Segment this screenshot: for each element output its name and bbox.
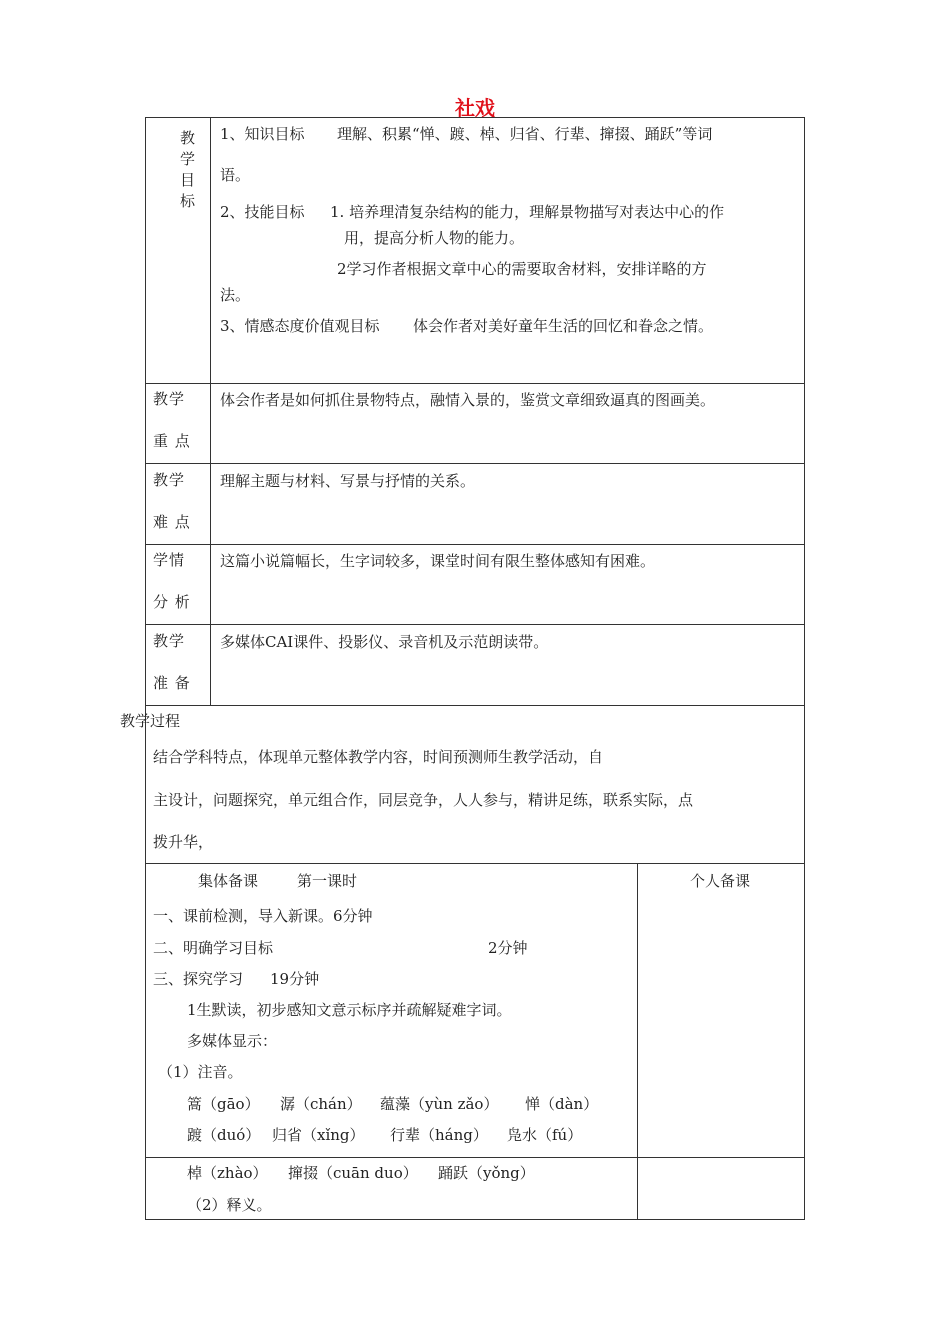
knowledge-text-cont: 语。 [220,166,251,184]
row-divider [145,624,805,625]
skill-text-1: 1. 培养理清复杂结构的能力，理解景物描写对表达中心的作 [330,203,725,221]
pinyin-item: 篙（gāo） [187,1095,260,1113]
emotion-text: 体会作者对美好童年生活的回忆和眷念之情。 [413,317,714,335]
step-2: 二、明确学习目标 [153,939,274,957]
difficulty-text: 理解主题与材料、写景与抒情的关系。 [220,472,476,490]
pinyin-item: 潺（chán） [280,1095,362,1113]
process-text-1: 结合学科特点，体现单元整体教学内容，时间预测师生教学活动，自 [153,748,604,766]
skill-label: 2、技能目标 [220,203,305,221]
sub-step-1: 1生默读，初步感知文意示标序并疏解疑难字词。 [187,1001,512,1019]
row-divider [145,705,805,706]
personal-label: 个人备课 [690,872,751,890]
knowledge-label: 1、知识目标 [220,125,305,143]
difficulty-label: 教学 [153,471,186,489]
pinyin-item: 惮（dàn） [525,1095,599,1113]
row-divider [145,544,805,545]
emotion-label: 3、情感态度价值观目标 [220,317,380,335]
pinyin-item: 行辈（háng） [390,1126,488,1144]
analysis-text: 这篇小说篇幅长，生字词较多，课堂时间有限生整体感知有困难。 [220,552,656,570]
analysis-label-2: 分 析 [153,593,191,611]
row-divider [145,1157,805,1158]
skill-text-2-cont: 法。 [220,286,251,304]
pinyin-item: 蕴藻（yùn zǎo） [380,1095,499,1113]
skill-text-1-cont: 用，提高分析人物的能力。 [344,229,525,247]
preparation-label-2: 准 备 [153,674,191,692]
pinyin-item: 踱（duó） [187,1126,261,1144]
process-text-2: 主设计，问题探究，单元组合作，同层竞争，人人参与，精讲足练，联系实际，点 [153,791,694,809]
row-divider [145,463,805,464]
sub-step-2: 多媒体显示： [187,1032,278,1050]
process-label: 教学过程 [120,712,181,730]
row-divider [145,863,805,864]
step-3-time: 19分钟 [270,970,320,988]
process-text-3: 拨升华， [153,833,214,851]
personal-column-divider [637,863,638,1220]
pinyin-item: 撺掇（cuān duo） [288,1164,418,1182]
focus-label-2: 重 点 [153,432,191,450]
step-3: 三、探究学习 [153,970,244,988]
lesson-plan-table [145,117,805,1220]
label-column-divider [210,117,211,705]
pinyin-item: 棹（zhào） [187,1164,268,1182]
step-2-time: 2分钟 [488,939,528,957]
pinyin-item: 踊跃（yǒng） [438,1164,535,1182]
preparation-text: 多媒体CAI课件、投影仪、录音机及示范朗读带。 [220,633,549,651]
difficulty-label-2: 难 点 [153,513,191,531]
objectives-label: 教学目标 [180,129,197,210]
period-label: 第一课时 [297,872,358,890]
page-title: 社戏 [455,96,495,120]
skill-text-2: 2学习作者根据文章中心的需要取舍材料，安排详略的方 [337,260,707,278]
sub-step-4: （2）释义。 [187,1196,272,1214]
pinyin-item: 凫水（fú） [507,1126,583,1144]
sub-step-3: （1）注音。 [158,1063,243,1081]
collective-label: 集体备课 [198,872,259,890]
knowledge-text: 理解、积累“惮、踱、棹、归省、行辈、撺掇、踊跃”等词 [337,125,713,143]
analysis-label: 学情 [153,551,186,569]
pinyin-item: 归省（xǐng） [272,1126,365,1144]
row-divider [145,383,805,384]
focus-text: 体会作者是如何抓住景物特点，融情入景的，鉴赏文章细致逼真的图画美。 [220,391,716,409]
focus-label: 教学 [153,390,186,408]
preparation-label: 教学 [153,632,186,650]
step-1: 一、课前检测，导入新课。6分钟 [153,907,373,925]
